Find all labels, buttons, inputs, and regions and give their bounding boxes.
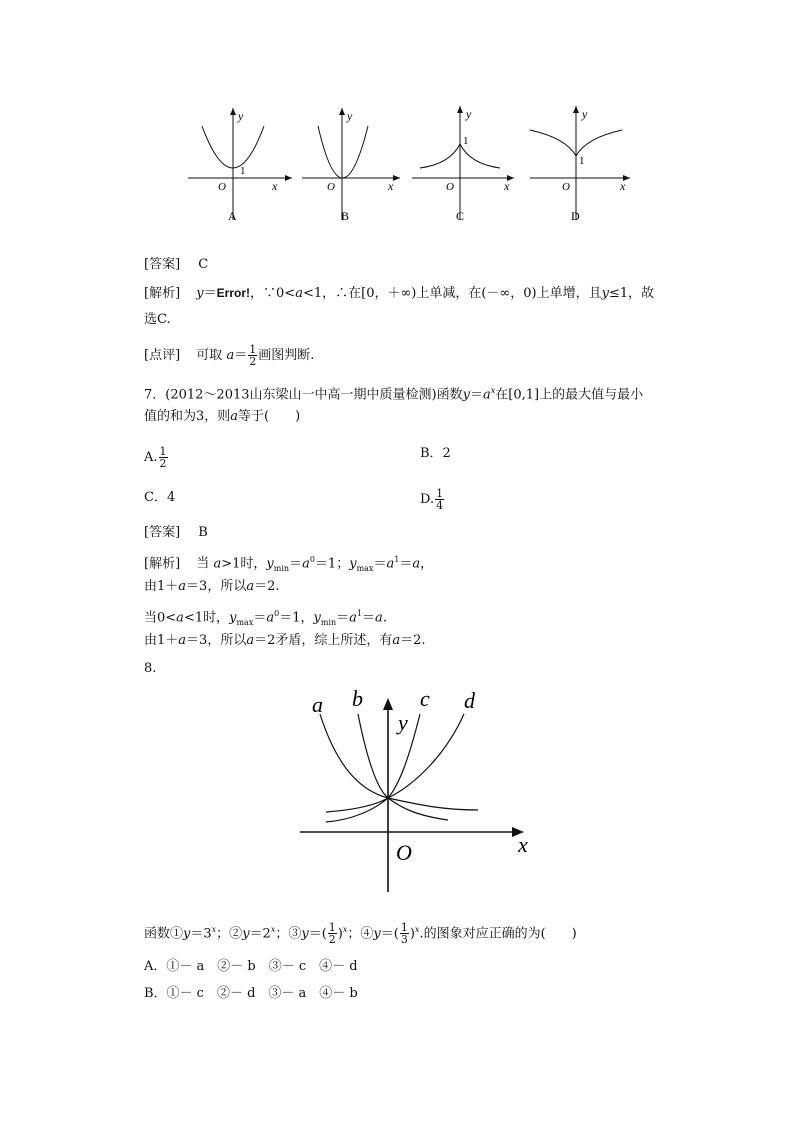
q8-option-b: B．①－ c ②－ d ③－ a ④－ b: [144, 986, 358, 1001]
graph-a-o: O: [218, 181, 226, 193]
graph-c: [412, 106, 514, 223]
graph-a: [188, 108, 292, 223]
q8-number: 8.: [144, 661, 157, 676]
graph-b: [302, 108, 400, 223]
graph-d: [530, 106, 630, 223]
graph-c-x: x: [504, 179, 510, 193]
curve-label-c: c: [420, 686, 430, 711]
graph-a-one: 1: [240, 165, 246, 177]
graph-a-y: y: [238, 109, 244, 123]
curve-label-d: d: [464, 688, 475, 713]
graph-d-label: D: [571, 209, 580, 223]
graph-b-y: y: [347, 109, 353, 123]
q7-analysis-tag: [解析]: [144, 556, 181, 572]
q7-answer: B: [198, 525, 208, 540]
q7-option-a: A. $\frac{1}{2}$: [144, 445, 167, 470]
graph-c-one: 1: [463, 135, 469, 147]
curve-d: [326, 714, 464, 812]
graph-d-x: x: [620, 179, 626, 193]
graph-b-o: O: [327, 181, 335, 193]
graph-c-y: y: [466, 107, 472, 121]
graph-d-o: O: [562, 181, 570, 193]
error-text: Error!: [216, 286, 251, 300]
q6-analysis-line-2: 选C.: [144, 312, 171, 327]
fraction-one-half: $\frac{1}{2}$: [249, 343, 257, 368]
q7-answer-line: [144, 524, 208, 542]
q6-answer: C: [198, 257, 209, 272]
q7-analysis-line-2: 由1＋a＝3，所以a＝2.: [144, 579, 280, 594]
graph-c-label: C: [456, 209, 465, 223]
q8-origin-label: O: [396, 840, 412, 865]
q7-analysis-line-3: 当0<a<1时，$y_{max}=a^0=1$，$y_{min}=a^1=a$.: [144, 609, 387, 627]
q8-y-label: y: [398, 710, 408, 735]
graph-b-label: B: [341, 209, 350, 223]
q7-stem-line-2: 值的和为3，则a等于( ): [144, 409, 301, 424]
q7-answer-tag: [答案]: [144, 525, 181, 540]
graph-a-x: x: [272, 179, 278, 193]
q6-comment-tag: [点评]: [144, 348, 181, 363]
curve-label-a: a: [312, 692, 323, 717]
q6-comment-line: [点评] 可取 a＝ $\frac{1}{2}$ 画图判断.: [144, 343, 315, 368]
graph-d-y: y: [582, 107, 588, 121]
graph-b-x: x: [388, 179, 394, 193]
q7-stem-line-1: 7．(2012～2013山东梁山一中高一期中质量检测)函数$y=a^x$在[0,1]上的最大值与最小: [144, 386, 644, 403]
curve-label-b: b: [352, 686, 363, 711]
q7-analysis-line-4: 由1＋a＝3，所以a＝2矛盾，综上所述，有a＝2.: [144, 633, 426, 648]
graph-c-o: O: [446, 181, 454, 193]
q6-answer-tag: [答案]: [144, 257, 181, 272]
q6-analysis-tag: [解析]: [144, 286, 181, 301]
q7-option-b: B．2: [420, 446, 451, 461]
q8-stem: 函数$①y=3^x$；$②y=2^x$；③y＝( $\frac{1}{2}$ )$^x$；④y＝( $\frac{1}{3}$ )$^x$.的图象对应正确的为( ): [144, 921, 577, 947]
q6-answer-line: [144, 256, 208, 274]
q8-exponential-figure: [296, 684, 536, 898]
q6-graphs-figure: [180, 98, 640, 228]
q6-analysis-line-1: [解析] y＝Error!，∵0<a<1，∴在[0，＋∞)上单减，在(－∞，0)上单增，且y≤1，故: [144, 286, 655, 301]
q7-option-c: C．4: [144, 490, 176, 505]
graph-a-label: A: [228, 209, 237, 223]
q7-analysis-line-1: [解析] 当 a>1时，$y_{min}=a^0=1$；$y_{max}=a^1=a$，: [144, 555, 434, 573]
q7-option-d: D. $\frac{1}{4}$: [420, 487, 444, 512]
q8-x-label: x: [518, 832, 528, 857]
graph-d-one: 1: [579, 155, 585, 167]
q8-option-a: A．①－ a ②－ b ③－ c ④－ d: [144, 959, 358, 974]
